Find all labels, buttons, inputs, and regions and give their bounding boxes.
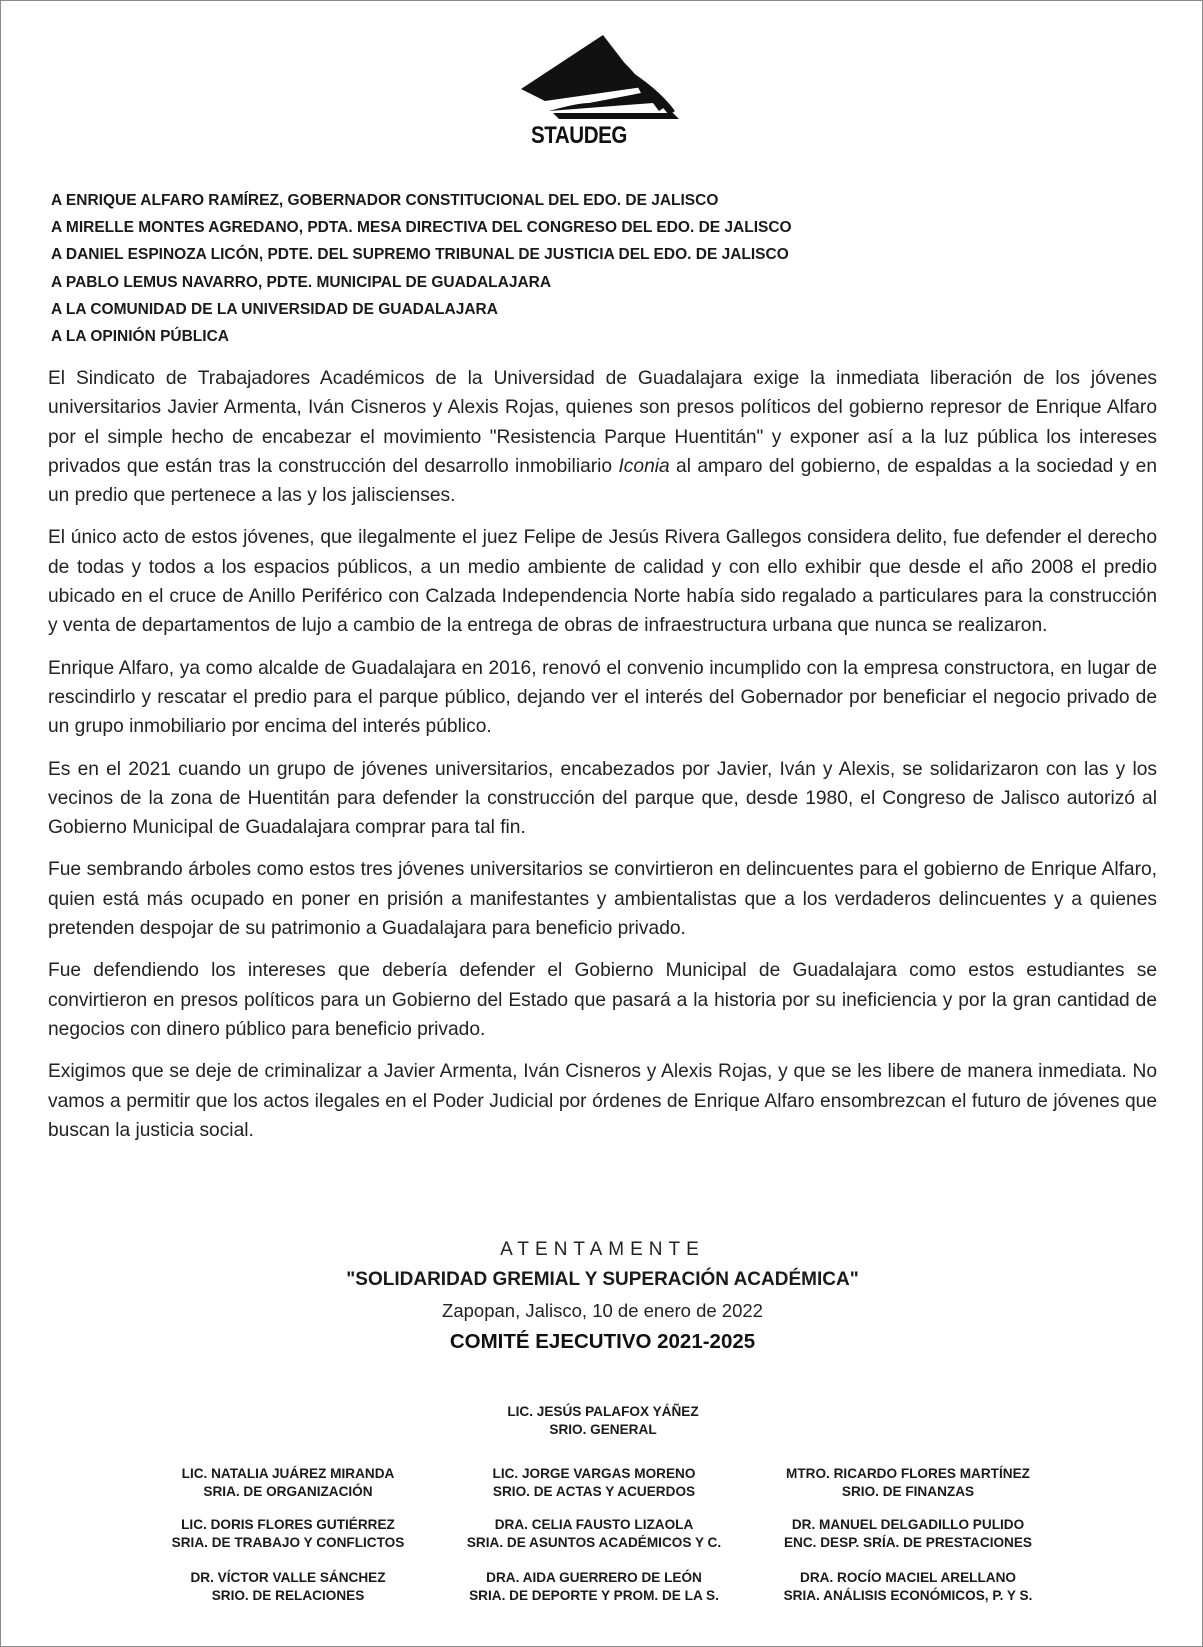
signatory-name: LIC. JORGE VARGAS MORENO xyxy=(492,1466,696,1481)
body-paragraph: Enrique Alfaro, ya como alcalde de Guadalajara en 2016, renovó el convenio incumplido con la empresa constructora, en lugar de rescindirlo y rescatar el predio para el parque público, dejando ver el interés del Gobernador por beneficiar el negocio privado de un grupo inmobiliario por encima del interés público. xyxy=(48,657,1157,738)
project-name: Iconia xyxy=(618,455,670,477)
signatory-role: SRIO. DE ACTAS Y ACUERDOS xyxy=(492,1484,696,1499)
letter-body xyxy=(48,364,1157,1158)
signatory xyxy=(138,1516,438,1552)
signatory xyxy=(138,1465,438,1501)
addressee-line: A PABLO LEMUS NAVARRO, PDTE. MUNICIPAL DE GUADALAJARA xyxy=(51,273,552,291)
signatory xyxy=(138,1569,438,1605)
signatory xyxy=(444,1569,744,1605)
signatory-role: SRIO. DE RELACIONES xyxy=(211,1588,365,1603)
signatory-name: LIC. JESÚS PALAFOX YÁÑEZ xyxy=(507,1404,699,1419)
signatory-name: DR. MANUEL DELGADILLO PULIDO xyxy=(791,1517,1025,1532)
paragraph-text: al amparo del gobierno, de espaldas a la sociedad y en un predio que pertenece a las y los jaliscienses. xyxy=(48,455,1157,507)
signatory xyxy=(758,1465,1058,1501)
signatory xyxy=(444,1516,744,1552)
signatory-role: SRIA. ANÁLISIS ECONÓMICOS, P. Y S. xyxy=(783,1588,1033,1603)
signatory xyxy=(444,1465,744,1501)
signatory-role: SRIA. DE DEPORTE Y PROM. DE LA S. xyxy=(469,1588,719,1603)
paragraph-text: El Sindicato de Trabajadores Académicos de la Universidad de Guadalajara exige la inmediata liberación de los jóvenes universitarios Javier Armenta, Iván Cisneros y Alexis Rojas, quienes son presos políticos del gobierno represor de Enrique Alfaro por el simple hecho de encabezar el movimiento "Resistencia Parque Huentitán" y exponer así a la luz pública los intereses privados que están tras la construcción del desarrollo inmobiliario xyxy=(48,368,1157,477)
signatory-name: LIC. NATALIA JUÁREZ MIRANDA xyxy=(181,1466,395,1481)
place-date: Zapopan, Jalisco, 10 de enero de 2022 xyxy=(442,1300,763,1321)
signatory-name: DRA. ROCÍO MACIEL ARELLANO xyxy=(800,1570,1016,1585)
signatory-role: ENC. DESP. SRÍA. DE PRESTACIONES xyxy=(783,1535,1032,1550)
union-motto: "SOLIDARIDAD GREMIAL Y SUPERACIÓN ACADÉMICA" xyxy=(346,1269,859,1290)
closing-block xyxy=(1,1236,1203,1358)
body-paragraph xyxy=(48,364,1157,510)
signatory-role: SRIA. DE ORGANIZACIÓN xyxy=(203,1484,373,1499)
committee-title: COMITÉ EJECUTIVO 2021-2025 xyxy=(449,1330,756,1353)
signatory xyxy=(758,1569,1058,1605)
addressee-line: A ENRIQUE ALFARO RAMÍREZ, GOBERNADOR CONSTITUCIONAL DEL EDO. DE JALISCO xyxy=(51,192,719,209)
signatory-role: SRIA. DE TRABAJO Y CONFLICTOS xyxy=(171,1535,405,1550)
addressee-line: A LA OPINIÓN PÚBLICA xyxy=(51,328,229,346)
body-paragraph: Es en el 2021 cuando un grupo de jóvenes universitarios, encabezados por Javier, Iván y Alexis, se solidarizaron con las y los vecinos de la zona de Huentitán para defender la construcción del parque que, desde 1980, el Congreso de Jalisco autorizó al Gobierno Municipal de Guadalajara comprar para tal fin. xyxy=(48,758,1157,839)
signatory-role: SRIO. GENERAL xyxy=(549,1422,657,1437)
addressee-list xyxy=(51,187,792,350)
signatory-name: DRA. CELIA FAUSTO LIZAOLA xyxy=(494,1517,694,1532)
addressee-line: A MIRELLE MONTES AGREDANO, PDTA. MESA DIRECTIVA DEL CONGRESO DEL EDO. DE JALISCO xyxy=(51,219,792,237)
signatory-name: LIC. DORIS FLORES GUTIÉRREZ xyxy=(181,1517,395,1532)
signatory-general xyxy=(453,1403,753,1439)
staudeg-logo xyxy=(519,33,687,145)
signatory-role: SRIO. DE FINANZAS xyxy=(841,1484,975,1499)
signatory-role: SRIA. DE ASUNTOS ACADÉMICOS Y C. xyxy=(466,1535,722,1550)
signatory xyxy=(758,1516,1058,1552)
addressee-line: A LA COMUNIDAD DE LA UNIVERSIDAD DE GUADALAJARA xyxy=(51,300,498,318)
signatory-name: MTRO. RICARDO FLORES MARTÍNEZ xyxy=(786,1466,1030,1481)
closing-salutation: ATENTAMENTE xyxy=(500,1239,705,1260)
addressee-line: A DANIEL ESPINOZA LICÓN, PDTE. DEL SUPREMO TRIBUNAL DE JUSTICIA DEL EDO. DE JALISCO xyxy=(51,246,789,264)
signatory-name: DR. VÍCTOR VALLE SÁNCHEZ xyxy=(190,1570,386,1585)
body-paragraph: Fue defendiendo los intereses que debería defender el Gobierno Municipal de Guadalajara como estos estudiantes se convirtieron en presos políticos para un Gobierno del Estado que pasará a la historia por su ineficiencia y por la gran cantidad de negocios con dinero público para beneficio privado. xyxy=(48,960,1157,1040)
body-paragraph: El único acto de estos jóvenes, que ilegalmente el juez Felipe de Jesús Rivera Gallegos considera delito, fue defender el derecho de todas y todos a los espacios públicos, a un medio ambiente de calidad y con ello exhibir que desde el año 2008 el predio ubicado en el cruce de Anillo Periférico con Calzada Independencia Norte había sido regalado a particulares para la construcción y venta de departamentos de lujo a cambio de la entrega de obras de infraestructura urbana que nunca se realizaron. xyxy=(48,527,1157,637)
signatory-name: DRA. AIDA GUERRERO DE LEÓN xyxy=(486,1570,702,1585)
body-paragraph: Fue sembrando árboles como estos tres jóvenes universitarios se convirtieron en delincuentes para el gobierno de Enrique Alfaro, quien está más ocupado en poner en prisión a manifestantes y ambientalistas que a los verdaderos delincuentes y a quienes pretenden despojar de su patrimonio a Guadalajara para beneficio privado. xyxy=(48,859,1157,940)
logo-wordmark: STAUDEG xyxy=(531,122,627,145)
body-paragraph: Exigimos que se deje de criminalizar a Javier Armenta, Iván Cisneros y Alexis Rojas, y que se les libere de manera inmediata. No vamos a permitir que los actos ilegales en el Poder Judicial por órdenes de Enrique Alfaro ensombrezcan el futuro de jóvenes que buscan la justicia social. xyxy=(48,1061,1157,1141)
